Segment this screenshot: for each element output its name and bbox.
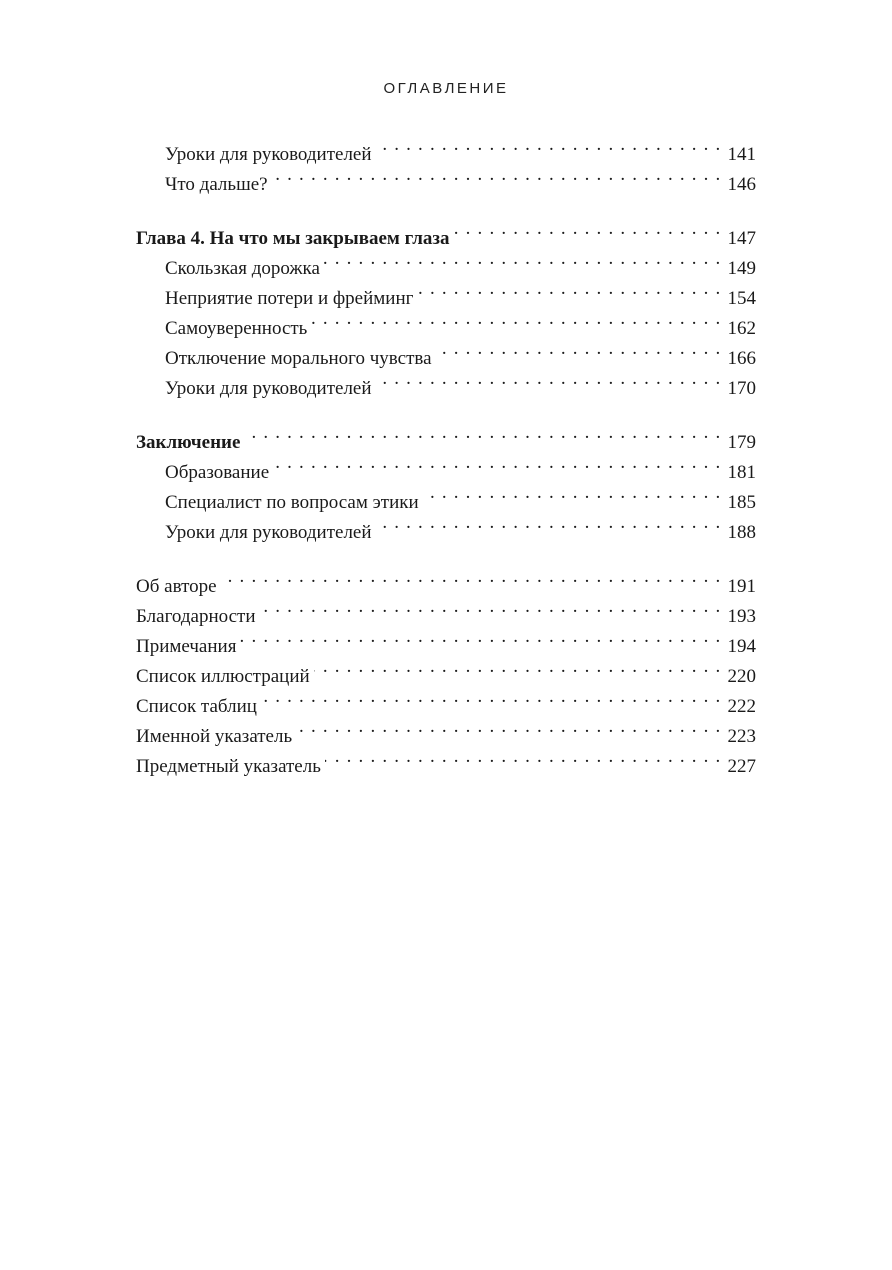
dot-leader <box>376 508 722 538</box>
toc-entry-title: Именной указатель <box>136 726 293 747</box>
dot-leader <box>423 478 722 508</box>
toc-entry-page: 227 <box>727 756 756 777</box>
dot-leader <box>261 682 722 712</box>
toc-entry-title: Предметный указатель <box>136 756 321 777</box>
toc-entry[interactable] <box>136 130 756 165</box>
toc-entry-title: Неприятие потери и фрейминг <box>165 288 414 309</box>
toc-entry-page: 188 <box>727 522 756 543</box>
toc-entry-title: Благодарности <box>136 606 256 627</box>
toc-entry[interactable] <box>136 562 756 597</box>
toc-entry-page: 162 <box>727 318 756 339</box>
toc-entry-title: Скользкая дорожка <box>165 258 320 279</box>
toc-entry-page: 181 <box>727 462 756 483</box>
page-title: ОГЛАВЛЕНИЕ <box>383 80 509 97</box>
toc-entry-page: 179 <box>727 432 756 453</box>
toc-entry-title: Об авторе <box>136 576 217 597</box>
toc-entry-page: 220 <box>727 666 756 687</box>
toc-entry-page: 185 <box>727 492 756 513</box>
toc-entry-title: Уроки для руководителей <box>165 522 372 543</box>
dot-leader <box>376 130 722 160</box>
toc-chapter-heading[interactable] <box>136 418 756 453</box>
table-of-contents <box>136 130 756 777</box>
toc-entry-page: 222 <box>727 696 756 717</box>
toc-entry-page: 191 <box>727 576 756 597</box>
toc-entry-page: 147 <box>727 228 756 249</box>
toc-entry-title: Самоуверенность <box>165 318 308 339</box>
dot-leader <box>272 160 722 190</box>
dot-leader <box>325 742 722 772</box>
toc-entry-page: 166 <box>727 348 756 369</box>
dot-leader <box>260 592 722 622</box>
toc-entry-page: 141 <box>727 144 756 165</box>
toc-entry-title: Образование <box>165 462 270 483</box>
dot-leader <box>240 622 721 652</box>
toc-entry-page: 194 <box>727 636 756 657</box>
toc-entry-page: 146 <box>727 174 756 195</box>
dot-leader <box>311 304 721 334</box>
toc-entry-title: Уроки для руководителей <box>165 144 372 165</box>
dot-leader <box>314 652 722 682</box>
toc-entry-page: 193 <box>727 606 756 627</box>
toc-entry-title: Примечания <box>136 636 237 657</box>
dot-leader <box>454 214 722 244</box>
toc-entry-page: 223 <box>727 726 756 747</box>
toc-entry-title: Что дальше? <box>165 174 268 195</box>
dot-leader <box>376 364 722 394</box>
toc-entry-title: Список иллюстраций <box>136 666 310 687</box>
toc-entry-page: 149 <box>727 258 756 279</box>
toc-entry-title: Уроки для руководителей <box>165 378 372 399</box>
toc-chapter-title: Заключение <box>136 432 241 453</box>
dot-leader <box>417 274 721 304</box>
dot-leader <box>296 712 721 742</box>
dot-leader <box>324 244 722 274</box>
toc-entry-title: Отключение морального чувства <box>165 348 432 369</box>
toc-entry[interactable] <box>136 592 756 627</box>
toc-chapter-title: Глава 4. На что мы закрываем глаза <box>136 228 450 249</box>
dot-leader <box>273 448 721 478</box>
dot-leader <box>244 418 721 448</box>
toc-entry-title: Список таблиц <box>136 696 257 717</box>
dot-leader <box>436 334 722 364</box>
toc-entry-page: 170 <box>727 378 756 399</box>
toc-chapter-heading[interactable] <box>136 214 756 249</box>
toc-entry-title: Специалист по вопросам этики <box>165 492 419 513</box>
toc-entry-page: 154 <box>727 288 756 309</box>
dot-leader <box>221 562 722 592</box>
